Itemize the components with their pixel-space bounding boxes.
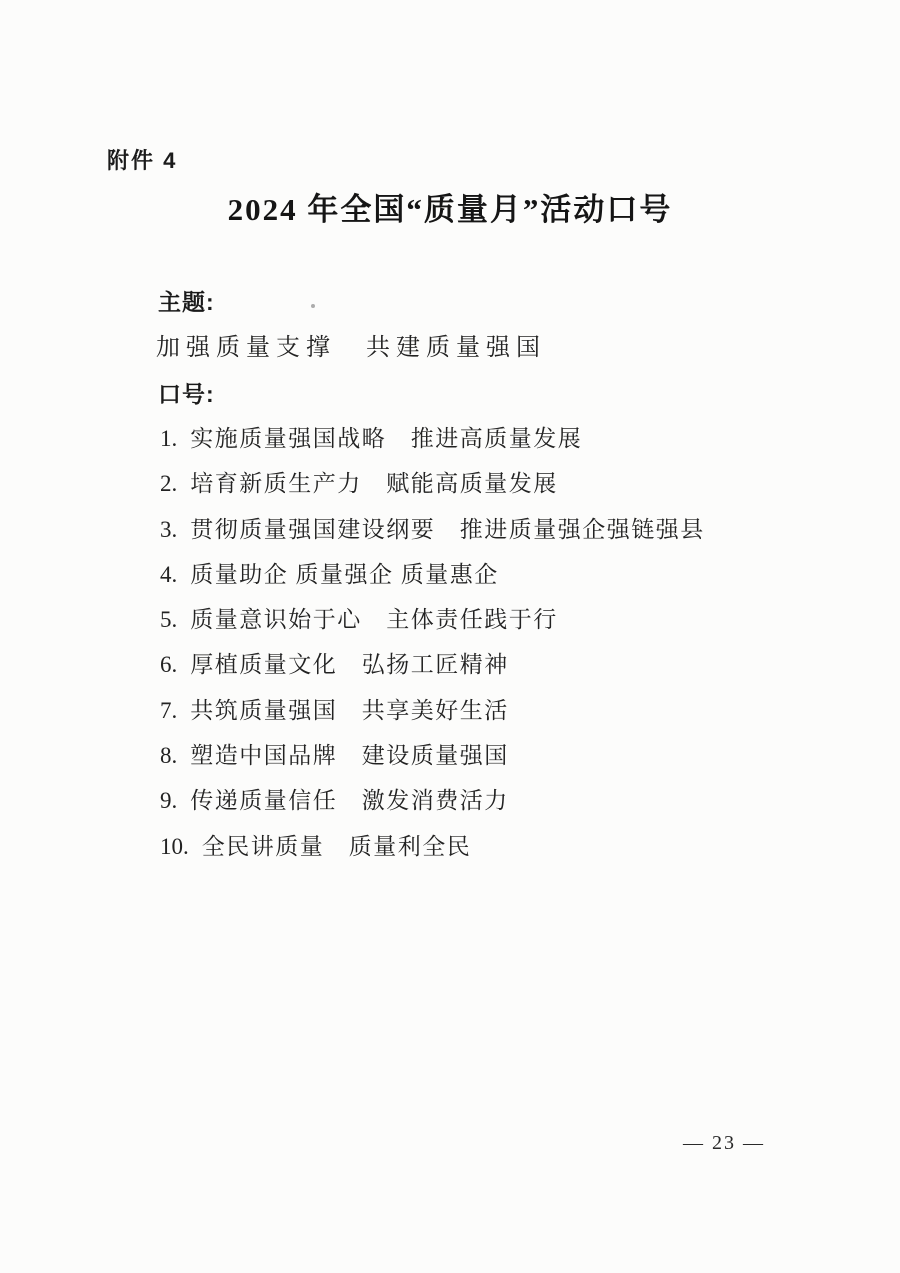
- slogan-number: 8.: [160, 743, 178, 769]
- page-title: 2024 年全国“质量月”活动口号: [227, 192, 673, 227]
- slogan-number: 10.: [160, 833, 189, 859]
- slogan-number: 5.: [160, 607, 178, 633]
- slogan-number: 7.: [160, 697, 178, 723]
- slogan-text: 共筑质量强国 共享美好生活: [190, 697, 509, 723]
- attachment-label: 附件 4: [107, 148, 178, 173]
- scan-artifact-dot: [311, 304, 315, 308]
- slogan-item: [160, 642, 860, 687]
- slogan-number: 9.: [160, 788, 178, 814]
- theme-section-label: 主题:: [158, 289, 215, 315]
- slogan-item: [160, 507, 860, 552]
- slogan-text: 贯彻质量强国建设纲要 推进质量强企强链强县: [190, 516, 705, 542]
- slogan-text: 质量意识始于心 主体责任践于行: [190, 607, 558, 633]
- slogan-text: 培育新质生产力 赋能高质量发展: [190, 471, 558, 497]
- slogan-item: [160, 552, 860, 597]
- slogan-item: [160, 461, 860, 506]
- slogan-list: [160, 416, 860, 869]
- slogan-item: [160, 778, 860, 823]
- slogan-number: 4.: [160, 561, 178, 587]
- slogan-item: [160, 416, 860, 461]
- slogan-text: 厚植质量文化 弘扬工匠精神: [190, 652, 509, 678]
- slogan-text: 塑造中国品牌 建设质量强国: [190, 743, 509, 769]
- slogans-section-label: 口号:: [158, 381, 215, 407]
- slogan-text: 实施质量强国战略 推进高质量发展: [190, 426, 583, 451]
- slogan-number: 1.: [160, 426, 178, 451]
- slogan-number: 3.: [160, 516, 178, 542]
- slogan-number: 6.: [160, 652, 178, 678]
- slogan-text: 全民讲质量 质量利全民: [201, 833, 472, 859]
- slogan-item: [160, 597, 860, 642]
- slogan-item: [160, 688, 860, 733]
- slogan-text: 传递质量信任 激发消费活力: [190, 788, 509, 814]
- slogan-item: [160, 824, 860, 869]
- theme-content: 加强质量支撑 共建质量强国: [156, 335, 546, 361]
- slogan-item: [160, 733, 860, 778]
- slogan-text: 质量助企 质量强企 质量惠企: [190, 561, 499, 587]
- slogan-number: 2.: [160, 471, 178, 497]
- page-number: — 23 —: [683, 1132, 765, 1154]
